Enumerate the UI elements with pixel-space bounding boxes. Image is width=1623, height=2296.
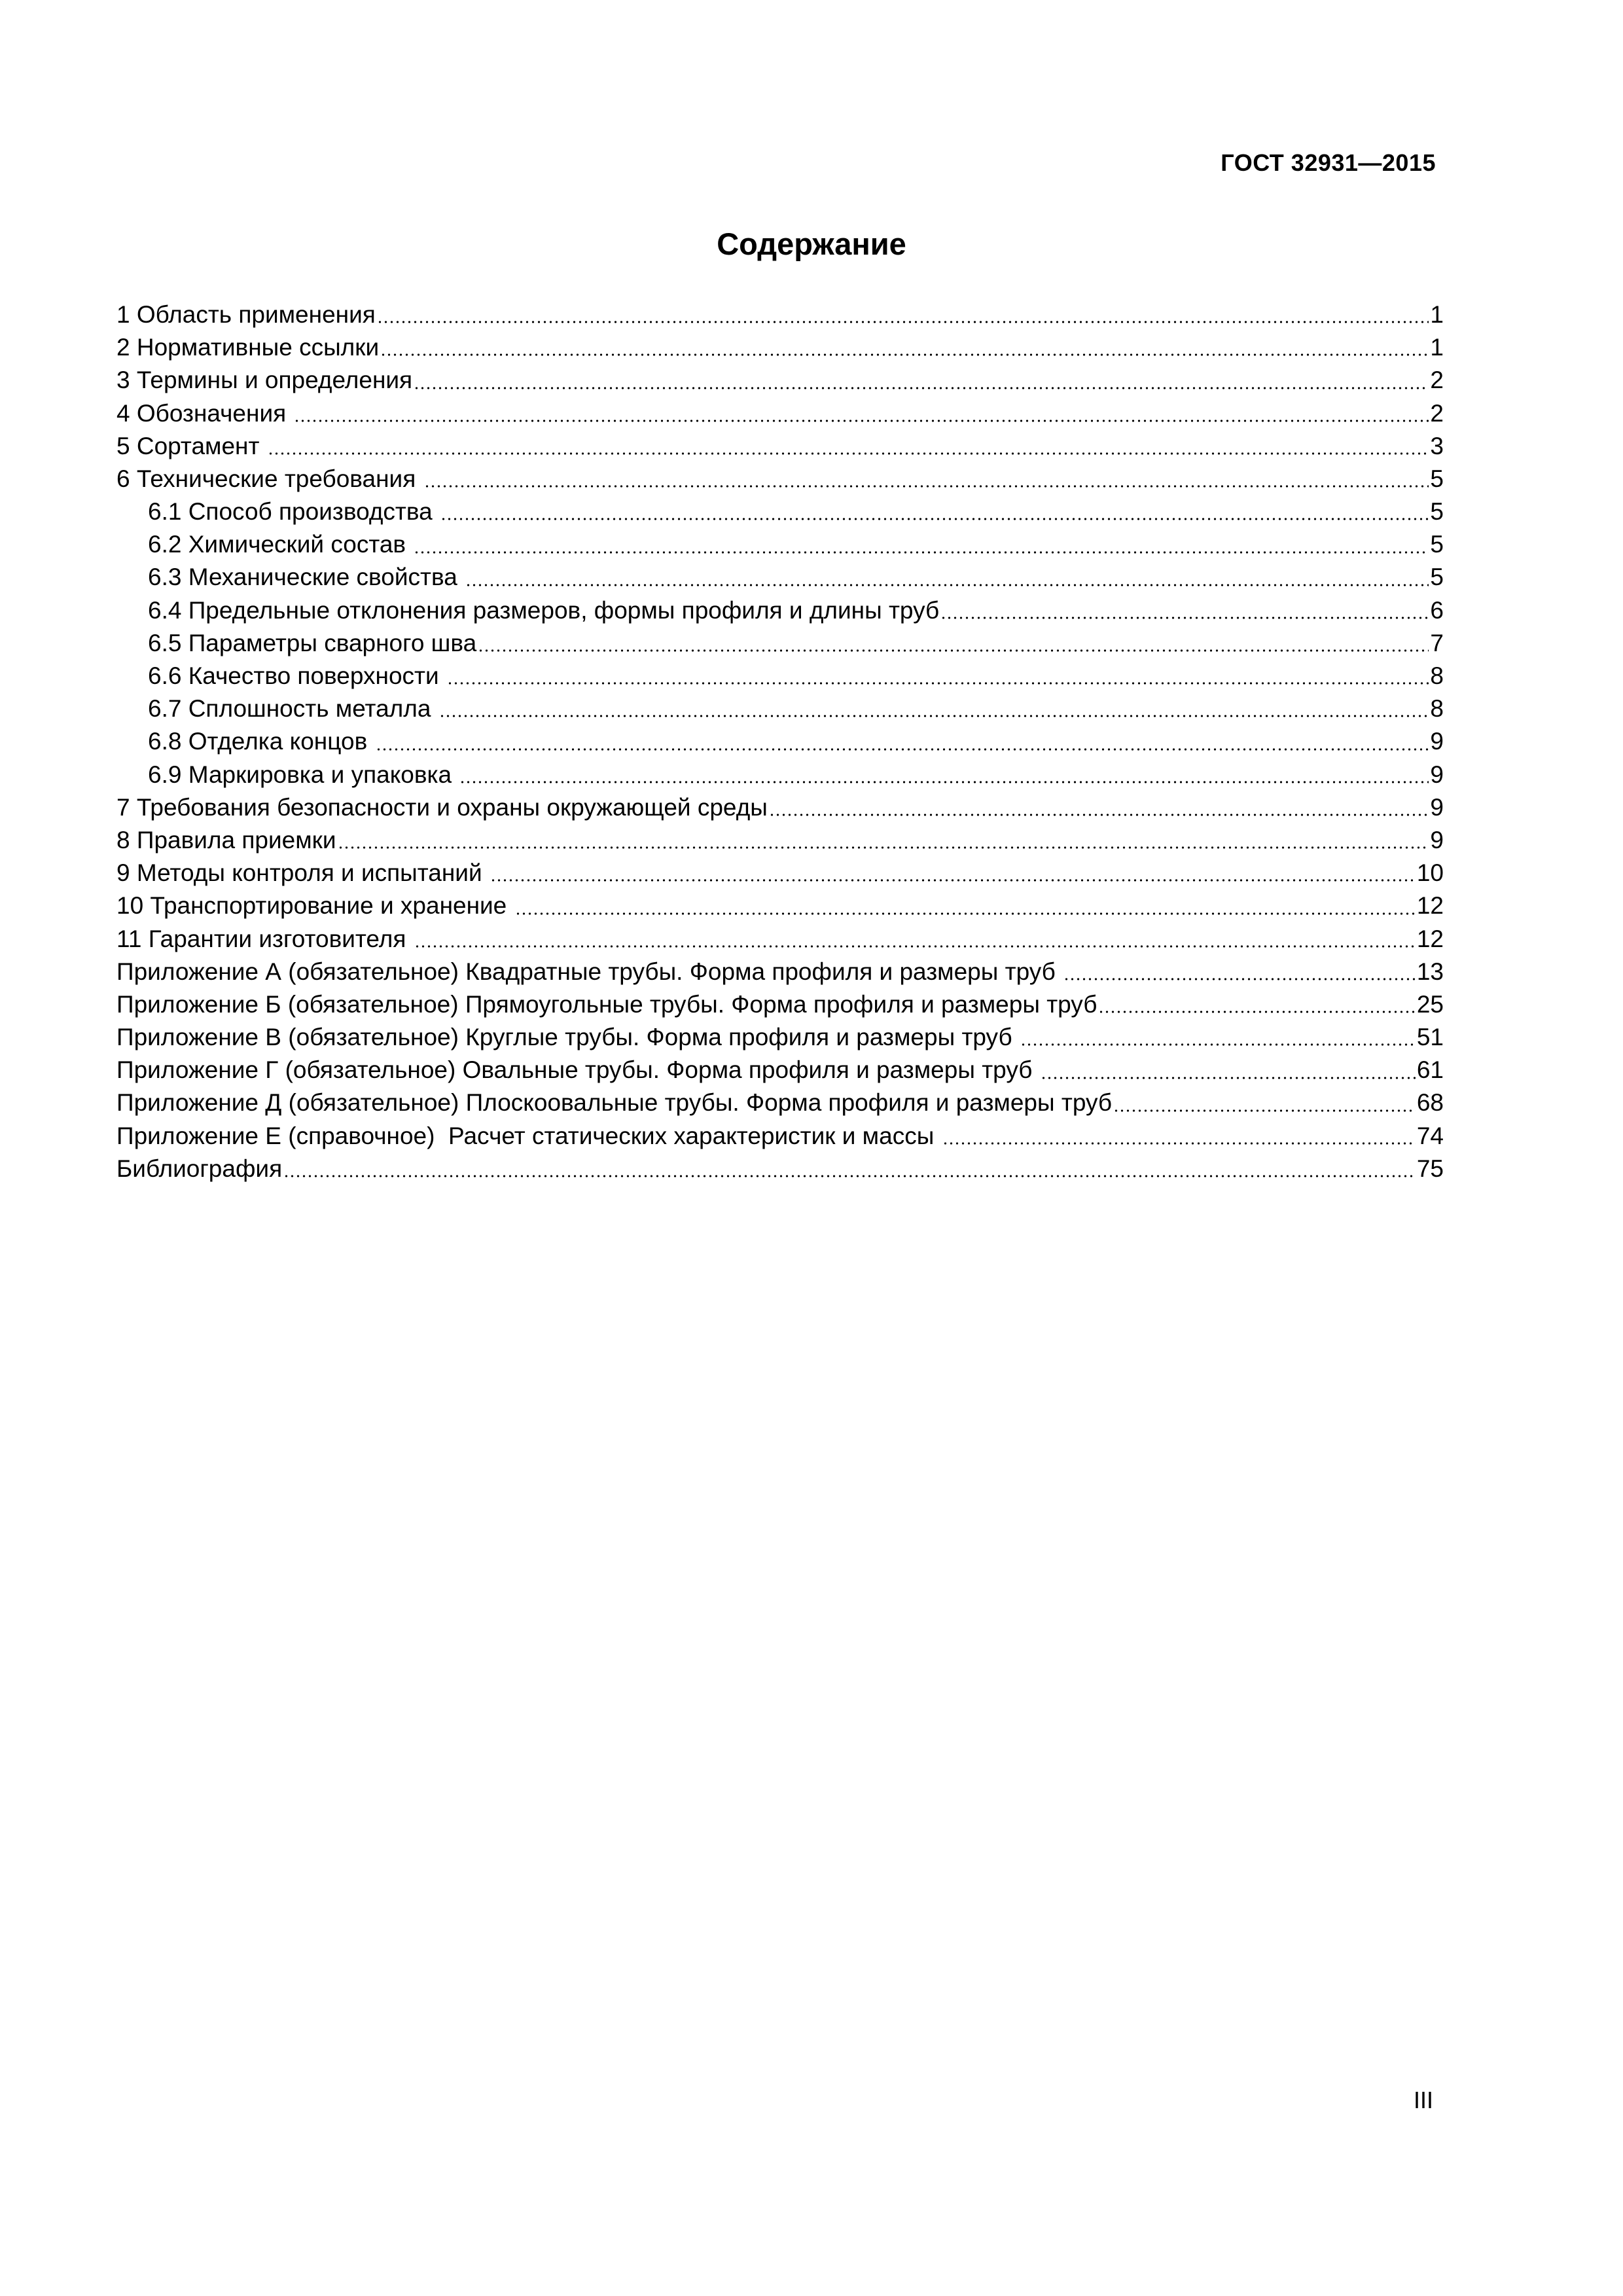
toc-entry-page: 74 [1416,1122,1444,1149]
toc-leader-dots [1098,1011,1415,1013]
toc-entry[interactable] [116,1120,1444,1153]
toc-entry-label: 6.8 Отделка концов [148,728,374,755]
toc-entry[interactable] [116,660,1444,692]
toc-entry[interactable] [116,1021,1444,1054]
toc-entry-label: Приложение Г (обязательное) Овальные трубы. Форма профиля и размеры труб [116,1056,1039,1084]
toc-leader-dots [414,387,1429,389]
toc-entry-label: 8 Правила приемки [116,826,336,853]
toc-entry-label: Приложение Е (справочное) Расчет статических характеристик и массы [116,1122,941,1149]
toc-entry-label: 1 Область применения [116,300,376,328]
toc-entry[interactable] [116,364,1444,397]
toc-entry-label: 3 Термины и определения [116,367,413,394]
toc-entry-page: 25 [1416,990,1444,1018]
toc-leader-dots [377,321,1429,323]
toc-leader-dots [268,452,1429,455]
toc-leader-dots [447,682,1429,685]
toc-entry-page: 10 [1416,859,1444,887]
toc-entry[interactable] [116,397,1444,430]
toc-entry[interactable] [116,495,1444,528]
toc-entry[interactable] [116,692,1444,725]
toc-entry-label: 11 Гарантии изготовителя [116,925,413,952]
toc-entry-page: 8 [1430,662,1444,690]
toc-leader-dots [283,1175,1416,1177]
table-of-contents [116,298,1444,1185]
toc-entry-page: 5 [1430,531,1444,558]
toc-entry-page: 1 [1430,300,1444,328]
toc-entry-page: 3 [1430,432,1444,459]
toc-entry-page: 12 [1416,925,1444,952]
toc-entry[interactable] [116,759,1444,791]
page-number: III [1413,2087,1433,2113]
toc-leader-dots [1113,1109,1416,1112]
toc-leader-dots [294,420,1429,422]
toc-entry-label: Приложение Д (обязательное) Плоскоовальные трубы. Форма профиля и размеры труб [116,1089,1113,1117]
toc-leader-dots [769,814,1429,816]
toc-entry-label: 10 Транспортирование и хранение [116,892,514,920]
toc-entry-label: 6.9 Маркировка и упаковка [148,761,459,788]
toc-entry-label: 2 Нормативные ссылки [116,334,380,361]
toc-entry-page: 5 [1430,564,1444,591]
toc-entry-page: 9 [1430,761,1444,788]
toc-entry[interactable] [116,430,1444,463]
toc-entry[interactable] [116,725,1444,758]
toc-entry-label: Приложение А (обязательное) Квадратные трубы. Форма профиля и размеры труб [116,958,1063,985]
toc-leader-dots [414,945,1416,948]
toc-entry[interactable] [116,988,1444,1021]
toc-entry[interactable] [116,889,1444,922]
toc-leader-dots [439,715,1429,717]
toc-entry-page: 6 [1430,596,1444,624]
toc-entry[interactable] [116,857,1444,889]
toc-entry-page: 12 [1416,892,1444,920]
toc-entry[interactable] [116,562,1444,594]
toc-entry-label: 6 Технические требования [116,465,423,492]
document-code: ГОСТ 32931—2015 [1221,149,1436,176]
toc-leader-dots [440,518,1429,520]
toc-entry-page: 68 [1416,1089,1444,1117]
toc-leader-dots [1063,978,1416,980]
toc-entry-page: 2 [1430,367,1444,394]
toc-entry[interactable] [116,791,1444,824]
toc-leader-dots [1041,1077,1416,1079]
toc-entry-label: 6.7 Сплошность металла [148,695,438,723]
toc-leader-dots [376,748,1429,751]
toc-entry-page: 51 [1416,1024,1444,1051]
toc-leader-dots [380,353,1429,356]
toc-entry-label: 6.2 Химический состав [148,531,413,558]
toc-entry-label: 6.4 Предельные отклонения размеров, формы профиля и длины труб [148,596,940,624]
toc-entry-label: Библиография [116,1155,283,1182]
toc-entry[interactable] [116,1087,1444,1120]
toc-leader-dots [515,912,1416,915]
toc-entry-label: 7 Требования безопасности и охраны окружающей среды [116,793,768,821]
toc-entry[interactable] [116,627,1444,660]
toc-entry-page: 5 [1430,498,1444,526]
toc-entry[interactable] [116,923,1444,956]
toc-leader-dots [465,584,1429,586]
toc-leader-dots [459,781,1429,783]
toc-entry-page: 7 [1430,629,1444,656]
toc-entry[interactable] [116,298,1444,331]
toc-entry-label: 6.6 Качество поверхности [148,662,446,690]
toc-leader-dots [942,1142,1416,1145]
toc-leader-dots [338,846,1429,849]
toc-entry-page: 61 [1416,1056,1444,1084]
toc-entry-page: 75 [1416,1155,1444,1182]
toc-entry-page: 9 [1430,793,1444,821]
toc-entry-page: 2 [1430,399,1444,427]
toc-entry-page: 13 [1416,958,1444,985]
toc-entry-page: 8 [1430,695,1444,723]
toc-leader-dots [424,485,1429,488]
toc-entry[interactable] [116,594,1444,627]
toc-entry-label: Приложение В (обязательное) Круглые трубы. Форма профиля и размеры труб [116,1024,1019,1051]
toc-entry-label: 6.1 Способ производства [148,498,439,526]
toc-entry[interactable] [116,1153,1444,1185]
toc-leader-dots [940,617,1429,619]
toc-entry-label: 4 Обозначения [116,399,293,427]
toc-entry-page: 5 [1430,465,1444,492]
toc-entry[interactable] [116,1054,1444,1086]
toc-leader-dots [414,551,1429,554]
toc-entry[interactable] [116,956,1444,988]
toc-entry[interactable] [116,463,1444,495]
toc-leader-dots [1020,1043,1416,1046]
toc-entry-label: 6.5 Параметры сварного шва [148,629,477,656]
toc-entry[interactable] [116,528,1444,561]
toc-entry-label: 6.3 Механические свойства [148,564,465,591]
toc-entry-label: 9 Методы контроля и испытаний [116,859,489,887]
toc-entry-label: Приложение Б (обязательное) Прямоугольные трубы. Форма профиля и размеры труб [116,990,1097,1018]
toc-leader-dots [490,879,1416,882]
toc-entry-label: 5 Сортамент [116,432,266,459]
toc-leader-dots [478,649,1429,652]
toc-entry-page: 9 [1430,826,1444,853]
toc-title: Содержание [717,226,906,261]
toc-entry-page: 9 [1430,728,1444,755]
toc-entry[interactable] [116,824,1444,857]
toc-entry-page: 1 [1430,334,1444,361]
toc-entry[interactable] [116,331,1444,364]
